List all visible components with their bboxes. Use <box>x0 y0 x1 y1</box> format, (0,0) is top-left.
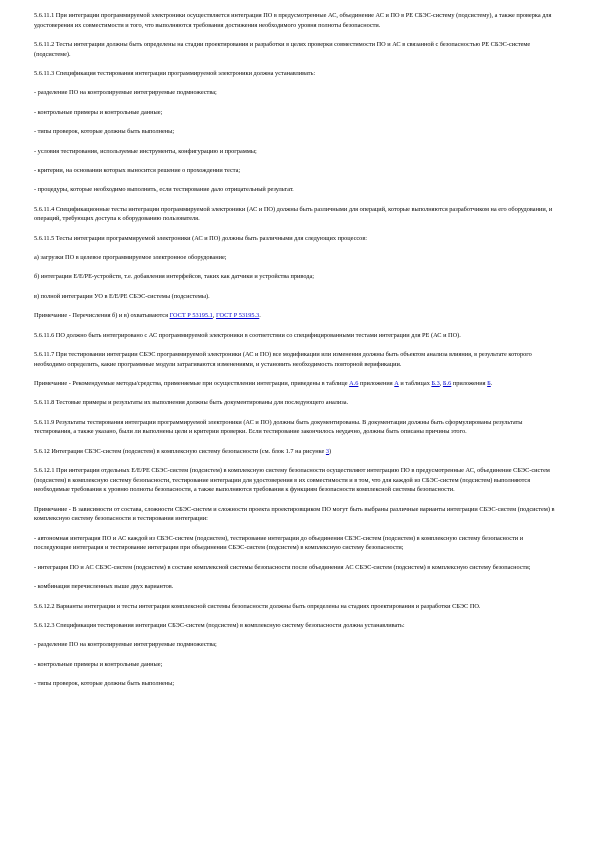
list-item: - типы проверок, которые должны быть выполнены; <box>34 680 175 688</box>
list-item: - интеграция ПО и АС СБЭС-систем (подсистем) в составе комплексной системы безопасности после объединения АС СБЭС-систем (подсистем) в комплексную систему безопасности; <box>34 563 531 571</box>
list-item: - контрольные примеры и контрольные данные; <box>34 108 163 116</box>
paragraph-5-6-11-7: 5.6.11.7 При тестировании интеграции СБЭС программируемой электроники (АС и ПО) все модификации или изменения должны быть объектом анализа влияния, в результате которого необходимо определить, какие программные модули затрагиваются изменениями, и установить необходимость повторной верификации. <box>34 351 532 368</box>
paragraph-5-6-11-2: 5.6.11.2 Тесты интеграции должны быть определены на стадии проектирования и разработки в целях проверки совместимости ПО и АС в связанной с безопасностью РЕ СБЭС-системе (подсистеме). <box>34 40 531 58</box>
note-paragraph <box>34 311 561 321</box>
paragraph-5-6-11-6: 5.6.11.6 ПО должно быть интегрировано с АС программируемой электроники в соответствии со специфицированными тестами интеграции для РЕ (АС и ПО). <box>34 331 461 339</box>
paragraph-5-6-12-3: 5.6.12.3 Спецификация тестирования интеграции СБЭС-систем (подсистем) в комплексную систему безопасности должна устанавливать: <box>34 621 405 629</box>
paragraph-5-6-11-1: 5.6.11.1 При интеграции программируемой электроники осуществляется интеграция ПО в предусмотренные АС, объединение АС и ПО в РЕ СБЭС-систему (подсистему), а также проверка для удостоверения их совместимости и того, что выполняются требования достижения необходимого уровня полноты безопасности. <box>34 12 552 29</box>
list-item: - критерии, на основании которых выносится решение о прохождении теста; <box>34 166 241 174</box>
link-table-a6[interactable]: А.6 <box>349 380 359 388</box>
note-text: и таблицах <box>398 380 432 388</box>
link-table-b6[interactable]: Б.6 <box>442 380 452 388</box>
list-item: - разделение ПО на контролируемые интегрируемые подмножества; <box>34 641 217 649</box>
link-gost-53195-1[interactable]: ГОСТ Р 53195.1 <box>169 312 213 320</box>
paragraph-5-6-12-2: 5.6.12.2 Варианты интеграции и тесты интеграции комплексной системы безопасности должны быть определены на стадиях проектирования и разработки СБЭС ПО. <box>34 602 481 610</box>
note-end: . <box>490 380 493 388</box>
note-paragraph <box>34 379 561 389</box>
note-separator: , <box>212 312 216 320</box>
list-item: - комбинация перечисленных выше двух вариантов. <box>34 583 174 591</box>
list-item: - контрольные примеры и контрольные данные; <box>34 660 163 668</box>
note-end: . <box>259 312 261 320</box>
link-appendix-a[interactable]: А <box>394 380 399 388</box>
link-gost-53195-3[interactable]: ГОСТ Р 53195.3 <box>215 312 260 320</box>
paragraph-5-6-11-3: 5.6.11.3 Спецификация тестирования интеграции программируемой электроники должна устанавливать: <box>34 69 316 77</box>
note-text: Примечание - Рекомендуемые методы/средства, применяемые при осуществлении интеграции, приведены в таблице <box>34 380 350 388</box>
section-heading-5-6-12 <box>34 447 561 457</box>
paragraph-5-6-11-5: 5.6.11.5 Тесты интеграции программируемой электроники (АС и ПО) должны быть различными для следующих процессов: <box>34 234 368 242</box>
list-item: - типы проверок, которые должны быть выполнены; <box>34 128 175 136</box>
list-item: - разделение ПО на контролируемые интегрируемые подмножества; <box>34 89 217 97</box>
paragraph-5-6-11-9: 5.6.11.9 Результаты тестирования интеграции программируемой электроники (АС и ПО) должны быть документированы. В документации должны быть сформулированы результаты тестирования, а также указано, были ли выполнены цели и критерии проверки. Если тестирование закончилось неудачно, должны быть описаны причины этого. <box>34 418 523 436</box>
note-paragraph: Примечание - В зависимости от состава, сложности СБЭС-систем и сложности проекта проектировщиком ПО могут быть выбраны различные варианты интеграции СБЭС-систем (подсистем) в комплексную систему безопасности и тестирования интеграции: <box>34 505 555 523</box>
heading-text: 5.6.12 Интеграция СБЭС-систем (подсистем) в комплексную систему безопасности (см. блок 1.7 на рисунке <box>34 447 326 455</box>
heading-end: ) <box>329 447 332 455</box>
link-table-b3[interactable]: Б.3 <box>431 380 440 388</box>
list-item: - автономная интеграция ПО и АС каждой из СБЭС-систем (подсистем), тестирование интеграции до объединения СБЭС-систем (подсистем) в комплексную систему безопасности и последующие интеграция и тестирование интеграции при объединении СБЭС-систем (подсистем) в комплексную систему безопасности; <box>34 534 524 552</box>
list-item: - процедуры, которые необходимо выполнить, если тестирование дало отрицательный результат. <box>34 186 294 194</box>
link-figure-3[interactable]: 3 <box>325 447 330 455</box>
paragraph-5-6-11-4: 5.6.11.4 Спецификационные тесты интеграции программируемой электроники (АС и ПО) должны быть различными для операций, которые выполняются разработчиком на его оборудовании, и операций, требующих доступа к оборудованию пользователя. <box>34 205 553 223</box>
list-item: а) загрузки ПО в целевое программируемое электронное оборудование; <box>34 254 227 262</box>
note-text: , <box>439 380 443 388</box>
note-text: Примечание - Перечисления б) и в) охватываются <box>34 312 170 320</box>
paragraph-5-6-12-1: 5.6.12.1 При интеграции отдельных Е/Е/РЕ СБЭС-систем (подсистем) в комплексную систему безопасности осуществляют интеграцию ПО в предусмотренные АС, объединение СБЭС-систем (подсистем) в комплексную систему безопасности, тестирование интеграции для удостоверения в их совместимости и в том, что для каждой из СБЭС-систем (подсистем) выполняются необходимые требования к уровню полноты безопасности, а также выполняются требования к функциям безопасности комплексной системы безопасности. <box>34 467 550 494</box>
list-item: - условия тестирования, используемые инструменты, конфигурацию и программы; <box>34 147 257 155</box>
list-item: в) полной интеграции УО в Е/Е/РЕ СБЭС-системы (подсистемы). <box>34 292 210 300</box>
list-item: б) интеграции Е/Е/РЕ-устройств, т.е. добавления интерфейсов, таких как датчики и устройства привода; <box>34 273 315 281</box>
note-text: приложения <box>358 380 395 388</box>
paragraph-5-6-11-8: 5.6.11.8 Тестовые примеры и результаты их выполнения должны быть документированы для последующего анализа. <box>34 399 349 407</box>
note-text: приложения <box>451 380 488 388</box>
link-appendix-b[interactable]: Б <box>487 380 491 388</box>
